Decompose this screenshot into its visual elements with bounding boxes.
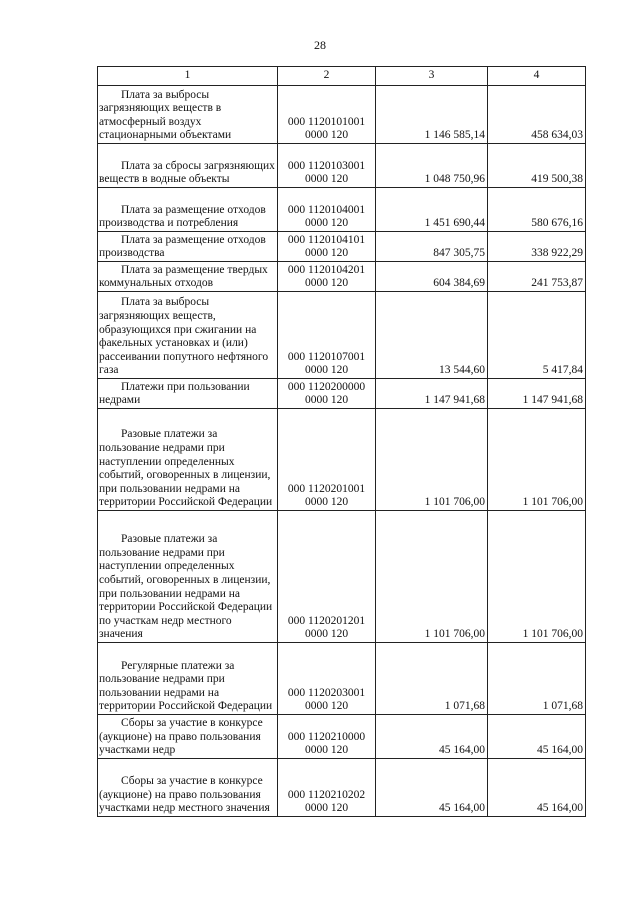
header-col-1: 1 — [98, 67, 278, 86]
row-value-col4: 45 164,00 — [488, 759, 586, 817]
row-value-col3: 1 071,68 — [376, 643, 488, 715]
table-row — [98, 86, 586, 144]
row-value-col3: 1 146 585,14 — [376, 86, 488, 144]
header-col-4: 4 — [488, 67, 586, 86]
row-value-col3: 847 305,75 — [376, 232, 488, 262]
row-value-col3: 1 147 941,68 — [376, 379, 488, 409]
row-value-col4: 5 417,84 — [488, 292, 586, 379]
table-header-row — [98, 67, 586, 86]
row-value-col4: 241 753,87 — [488, 262, 586, 292]
row-value-col4: 1 101 706,00 — [488, 511, 586, 643]
row-value-col3: 45 164,00 — [376, 715, 488, 759]
row-code: 000 1120104001 0000 120 — [278, 188, 376, 232]
table-row — [98, 262, 586, 292]
header-col-2: 2 — [278, 67, 376, 86]
row-value-col4: 338 922,29 — [488, 232, 586, 262]
page-number: 28 — [314, 38, 326, 52]
row-value-col3: 1 048 750,96 — [376, 144, 488, 188]
row-code: 000 1120210202 0000 120 — [278, 759, 376, 817]
row-name: Сборы за участие в конкурсе (аукционе) на право пользования участками недр местного значения — [98, 759, 278, 817]
row-value-col3: 45 164,00 — [376, 759, 488, 817]
row-name: Плата за сбросы загрязняющих веществ в водные объекты — [98, 144, 278, 188]
row-name: Плата за размещение отходов производства — [98, 232, 278, 262]
row-value-col4: 1 147 941,68 — [488, 379, 586, 409]
row-value-col4: 580 676,16 — [488, 188, 586, 232]
revenue-table — [97, 66, 586, 817]
row-name: Разовые платежи за пользование недрами при наступлении определенных событий, оговоренных в лицензии, при пользовании недрами на территории Российской Федерации — [98, 409, 278, 511]
table-row — [98, 292, 586, 379]
row-value-col3: 1 101 706,00 — [376, 409, 488, 511]
row-code: 000 1120203001 0000 120 — [278, 643, 376, 715]
header-col-3: 3 — [376, 67, 488, 86]
table-row — [98, 643, 586, 715]
table-row — [98, 759, 586, 817]
row-name: Регулярные платежи за пользование недрами при пользовании недрами на территории Российской Федерации — [98, 643, 278, 715]
row-name: Платежи при пользовании недрами — [98, 379, 278, 409]
row-name: Разовые платежи за пользование недрами при наступлении определенных событий, оговоренных в лицензии, при пользовании недрами на территории Российской Федерации по участкам недр местного значения — [98, 511, 278, 643]
row-code: 000 1120210000 0000 120 — [278, 715, 376, 759]
row-name: Плата за выбросы загрязняющих веществ, образующихся при сжигании на факельных установках и (или) рассеивании попутного нефтяного газа — [98, 292, 278, 379]
row-code: 000 1120103001 0000 120 — [278, 144, 376, 188]
table-row — [98, 409, 586, 511]
row-value-col4: 1 101 706,00 — [488, 409, 586, 511]
table-row — [98, 715, 586, 759]
row-name: Плата за выбросы загрязняющих веществ в атмосферный воздух стационарными объектами — [98, 86, 278, 144]
row-code: 000 1120101001 0000 120 — [278, 86, 376, 144]
table-row — [98, 379, 586, 409]
row-code: 000 1120201001 0000 120 — [278, 409, 376, 511]
row-value-col3: 604 384,69 — [376, 262, 488, 292]
row-value-col3: 1 101 706,00 — [376, 511, 488, 643]
table-row — [98, 232, 586, 262]
row-value-col4: 419 500,38 — [488, 144, 586, 188]
row-value-col4: 1 071,68 — [488, 643, 586, 715]
row-value-col4: 45 164,00 — [488, 715, 586, 759]
table-row — [98, 144, 586, 188]
row-code: 000 1120200000 0000 120 — [278, 379, 376, 409]
row-code: 000 1120104101 0000 120 — [278, 232, 376, 262]
row-value-col3: 1 451 690,44 — [376, 188, 488, 232]
row-code: 000 1120107001 0000 120 — [278, 292, 376, 379]
row-name: Плата за размещение твердых коммунальных отходов — [98, 262, 278, 292]
table-row — [98, 188, 586, 232]
row-code: 000 1120104201 0000 120 — [278, 262, 376, 292]
row-code: 000 1120201201 0000 120 — [278, 511, 376, 643]
row-name: Сборы за участие в конкурсе (аукционе) на право пользования участками недр — [98, 715, 278, 759]
row-value-col4: 458 634,03 — [488, 86, 586, 144]
row-name: Плата за размещение отходов производства и потребления — [98, 188, 278, 232]
table-row — [98, 511, 586, 643]
row-value-col3: 13 544,60 — [376, 292, 488, 379]
